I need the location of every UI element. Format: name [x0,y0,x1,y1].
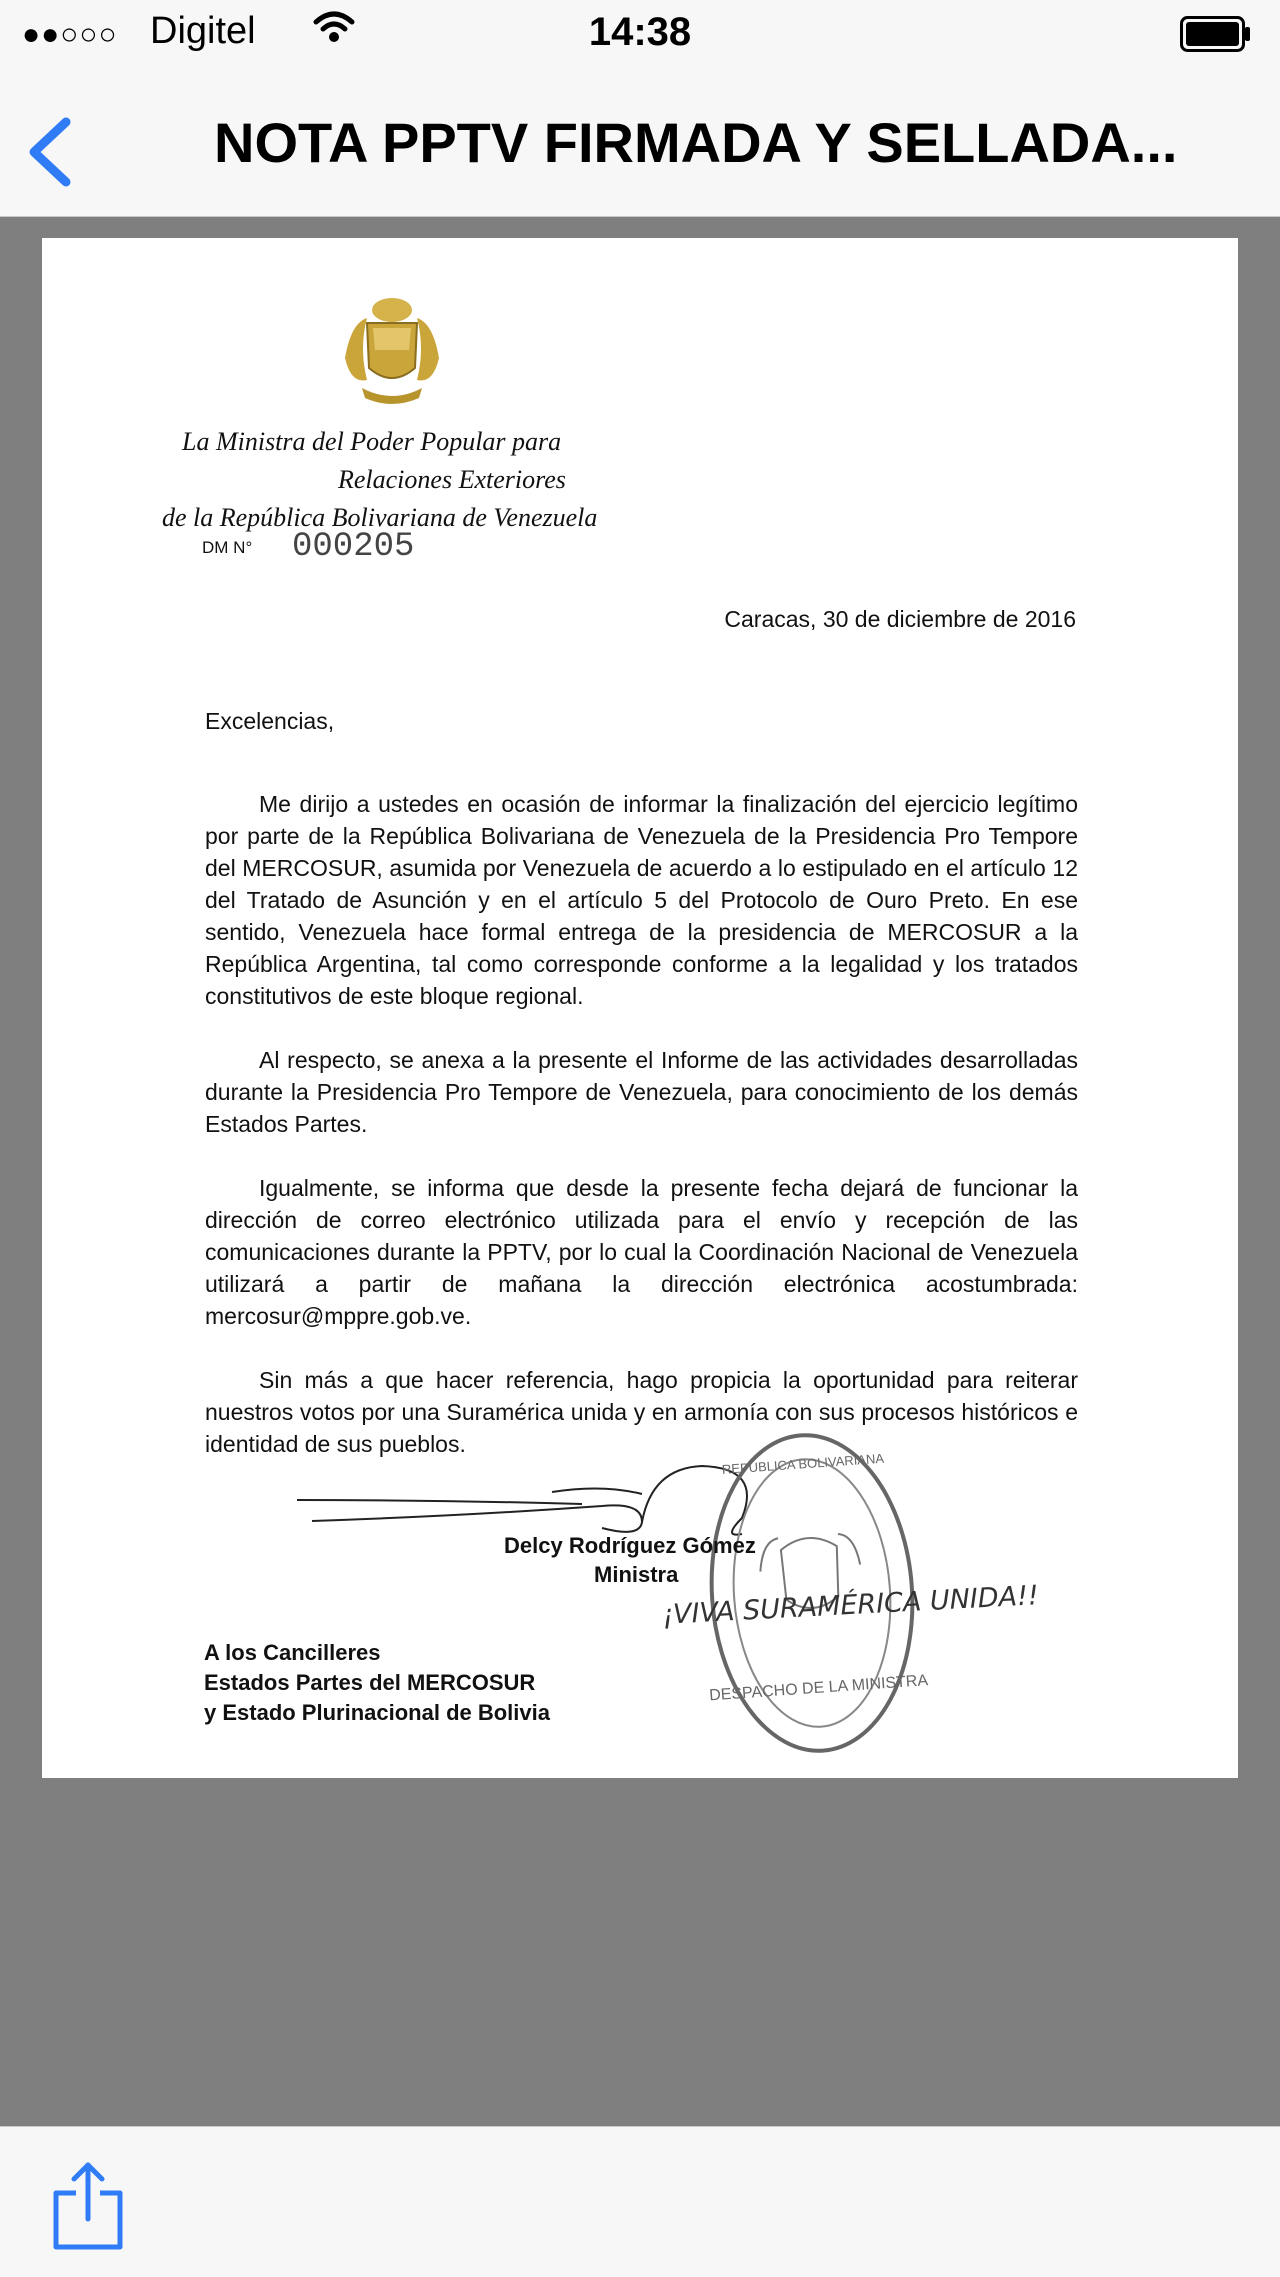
addressee-line: y Estado Plurinacional de Bolivia [204,1700,550,1725]
letterhead-line: Relaciones Exteriores [338,465,566,494]
body-paragraph: Sin más a que hacer referencia, hago propicia la oportunidad para reiterar nuestros votos por una Suramérica unida y en armonía con sus procesos históricos e identidad de sus pueblos. [205,1367,1078,1457]
bottom-toolbar [0,2126,1280,2277]
carrier-name: Digitel [150,10,256,52]
signal-strength-icon: ●●○○○ [22,18,118,51]
dm-label: DM N° [202,538,253,557]
navigation-bar [0,64,1280,217]
addressee-block [204,1638,550,1728]
back-chevron-icon[interactable] [20,104,80,200]
letterhead-line: de la República Bolivariana de Venezuela [162,503,598,532]
status-bar [0,0,1280,64]
body-paragraph: Me dirijo a ustedes en ocasión de informar la finalización del ejercicio legítimo por parte de la República Bolivariana de Venezuela de la Presidencia Pro Tempore del MERCOSUR, asumida por Venezuela de acuerdo a lo estipulado en el artículo 12 del Tratado de Asunción y en el artículo 5 del Protocolo de Ouro Preto. En ese sentido, Venezuela hace formal entrega de la presidencia de MERCOSUR a la República Argentina, tal como corresponde conforme a la legalidad y los tratados constitutivos de este bloque regional. [205,791,1078,1009]
letterhead [162,423,662,537]
clock: 14:38 [588,10,692,54]
share-icon[interactable] [48,2157,128,2253]
letterhead-line: La Ministra del Poder Popular para [182,427,562,456]
document-title: NOTA PPTV FIRMADA Y SELLADA... [214,111,1178,174]
signatory-title: Ministra [594,1562,679,1587]
body-paragraph: Al respecto, se anexa a la presente el Informe de las actividades desarrolladas durante la Presidencia Pro Tempore de Venezuela, para conocimiento de los demás Estados Partes. [205,1047,1078,1137]
addressee-line: Estados Partes del MERCOSUR [204,1670,536,1695]
letter-body [205,788,1078,1492]
signatory-name: Delcy Rodríguez Gómez [504,1533,756,1558]
dm-number: 000205 [292,528,415,566]
addressee-line: A los Cancilleres [204,1640,381,1665]
handwritten-note: ¡VIVA SURAMÉRICA UNIDA!! [661,1580,1040,1631]
coat-of-arms-icon [337,288,447,408]
svg-text:DESPACHO DE LA MINISTRA: DESPACHO DE LA MINISTRA [708,1672,929,1705]
battery-icon [1180,16,1252,52]
salutation: Excelencias, [205,708,335,734]
body-paragraph: Igualmente, se informa que desde la presente fecha dejará de funcionar la dirección de correo electrónico utilizada para el envío y recepción de las comunicaciones durante la PPTV, por lo cual la Coordinación Nacional de Venezuela utilizará a partir de mañana la dirección electrónica acostumbrada: mercosur@mppre.gob.ve. [205,1175,1078,1329]
document-page[interactable] [42,238,1238,1778]
svg-text:REPÚBLICA BOLIVARIANA: REPÚBLICA BOLIVARIANA [721,1450,885,1477]
letter-date: Caracas, 30 de diciembre de 2016 [724,606,1076,632]
